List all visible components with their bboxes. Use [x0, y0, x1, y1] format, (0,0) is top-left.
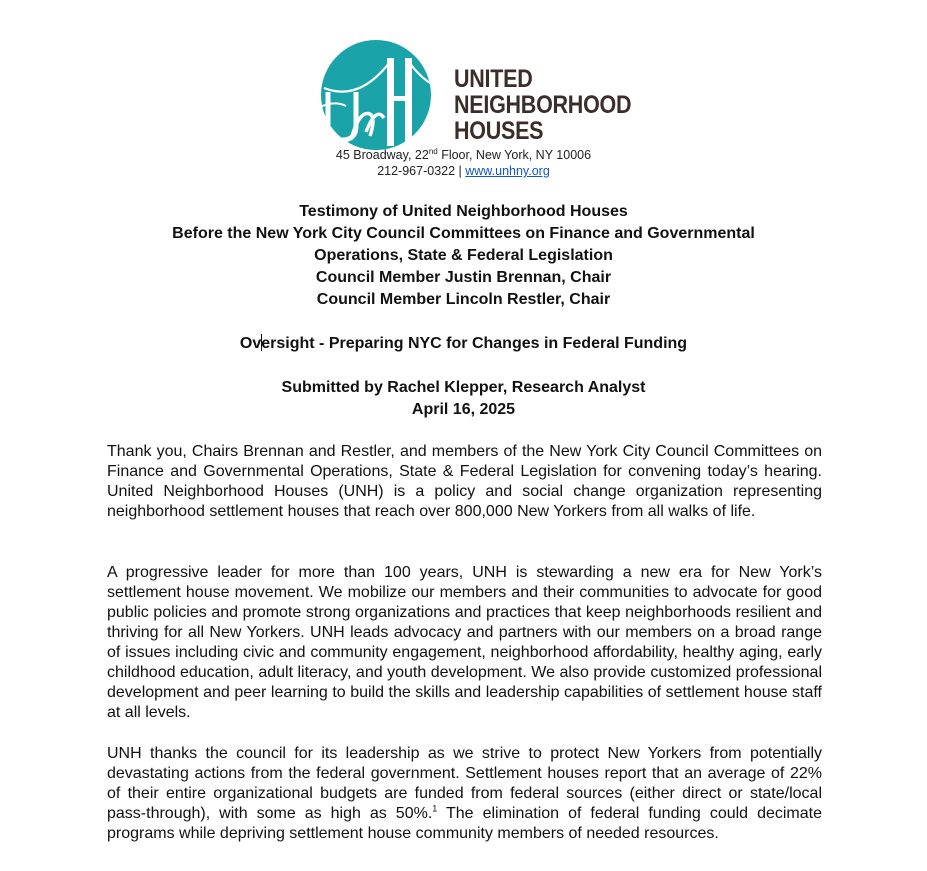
committee-line-1: Before the New York City Council Committees on Finance and Governmental — [172, 225, 755, 242]
unh-logo-icon — [314, 40, 438, 150]
phone-number: 212-967-0322 | — [377, 164, 466, 178]
street-address: 45 Broadway, 22nd Floor, New York, NY 10006 — [335, 146, 592, 162]
contact-line — [0, 163, 927, 179]
testimony-date: April 16, 2025 — [411, 401, 516, 418]
logo-crossbar — [387, 96, 412, 101]
logo-tower-left — [387, 58, 394, 146]
address-block — [0, 147, 927, 179]
org-name-line-3: HOUSES — [454, 117, 544, 145]
paragraph-about-unh: A progressive leader for more than 100 years, UNH is stewarding a new era for New York’s settlement house movement. We mobilize our members and their communities to advocate for good public policies and promote strong organizations and practices that keep neighborhoods resilient and thriving for all New Yorkers. UNH leads advocacy and partners with our members on a broad range of issues including civic and community engagement, neighborhood affordability, healthy aging, early childhood education, adult literacy, and youth development. We also provide customized professional development and peer learning to build the skills and leadership capabilities of settlement house staff at all levels. — [107, 564, 822, 721]
testimony-title: Testimony of United Neighborhood Houses — [299, 203, 628, 220]
chair-line-2: Council Member Lincoln Restler, Chair — [316, 291, 611, 308]
submitted-by: Submitted by Rachel Klepper, Research Analyst — [281, 379, 646, 396]
oversight-title: Oversight - Preparing NYC for Changes in Federal Funding — [239, 335, 688, 352]
logo-tower-right — [405, 58, 412, 146]
website-link[interactable]: www.unhny.org — [465, 164, 550, 178]
org-name-line-1: UNITED — [454, 65, 533, 93]
title-block — [0, 201, 927, 421]
committee-line-2: Operations, State & Federal Legislation — [314, 247, 613, 264]
footnote-marker[interactable]: 1 — [432, 803, 438, 814]
org-name-line-2: NEIGHBORHOOD — [454, 91, 632, 119]
logo-circle — [321, 40, 431, 150]
paragraph-intro: Thank you, Chairs Brennan and Restler, and members of the New York City Council Committees on Finance and Governmental Operations, State & Federal Legislation for convening today’s hearing. United Neighborhood Houses (UNH) is a policy and social change organization representing neighborhood settlement houses that reach over 800,000 New Yorkers from all walks of life. — [107, 443, 822, 520]
paragraph-federal-funding: UNH thanks the council for its leadership as we strive to protect New Yorkers from potentially devastating actions from the federal government. Settlement houses report that an average of 22% of their entire organizational budgets are funded from federal sources (either direct or state/local pass-through), with some as high as 50%.$^1$ The elimination of federal funding could decimate programs while depriving settlement house community members of needed resources. — [107, 745, 823, 842]
org-name — [454, 66, 631, 144]
chair-line-1: Council Member Justin Brennan, Chair — [315, 269, 612, 286]
